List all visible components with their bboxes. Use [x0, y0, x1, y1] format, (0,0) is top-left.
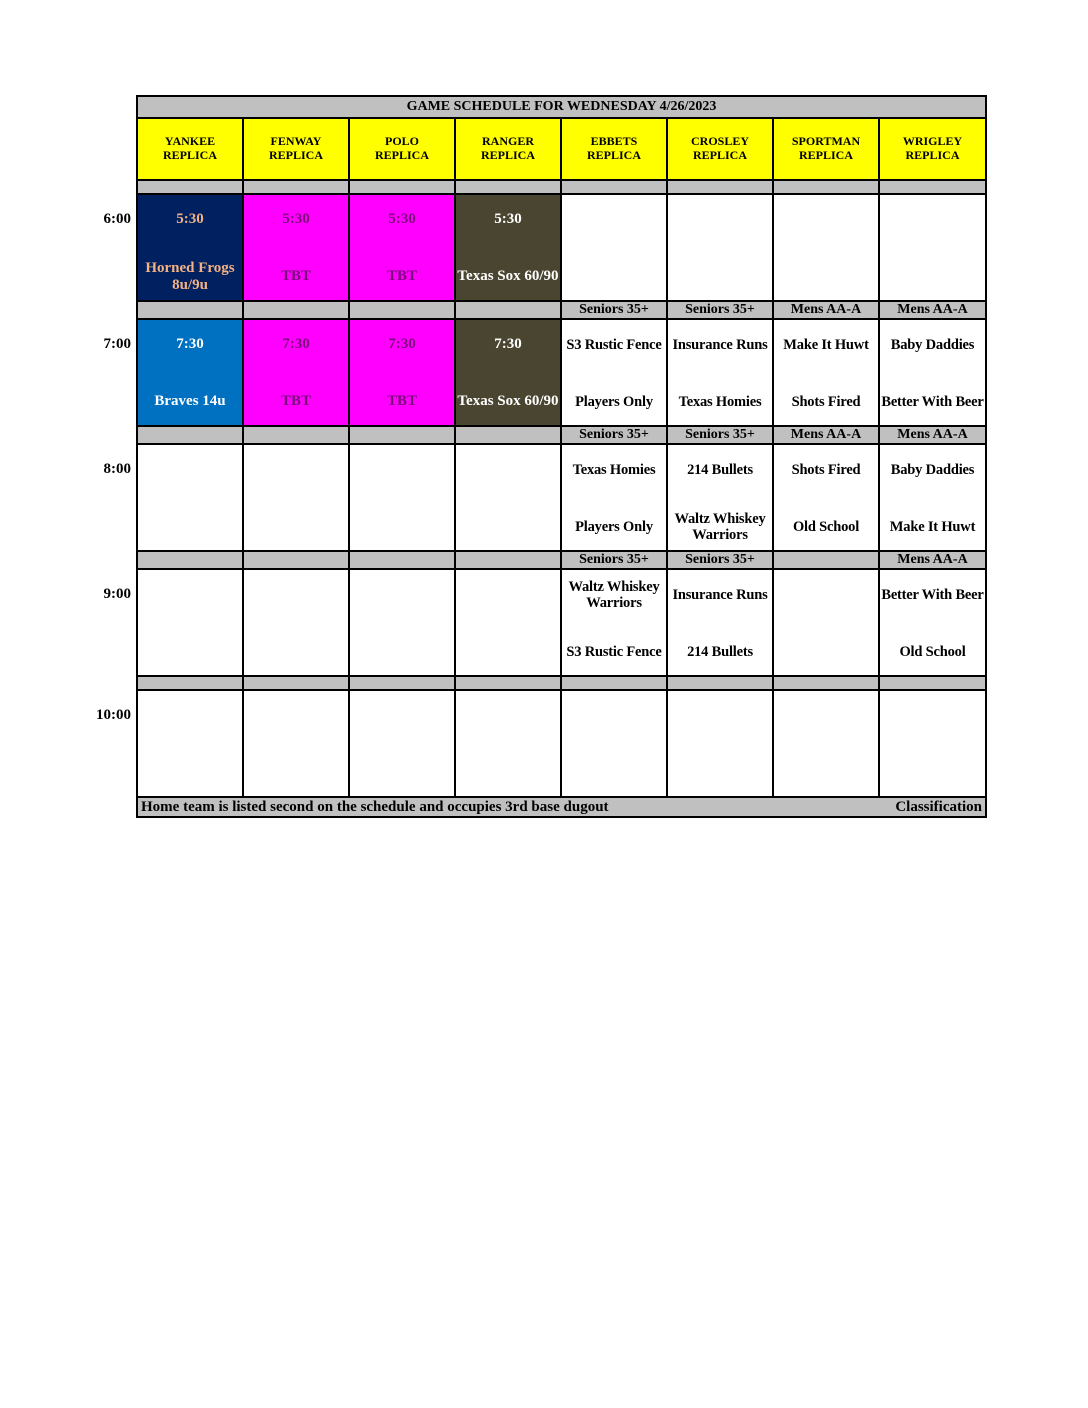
field-header — [137, 118, 243, 180]
field-header — [455, 118, 561, 180]
classification-cell: Mens AA-A — [773, 426, 879, 444]
field-name: RANGER — [481, 134, 534, 149]
game-slot — [561, 569, 667, 676]
slot-top: 7:30 — [282, 336, 310, 353]
slot-bottom: Shots Fired — [791, 393, 861, 410]
time-label: 9:00 — [103, 586, 131, 603]
game-slot — [243, 569, 349, 676]
time-label: 10:00 — [96, 707, 131, 724]
classification-cell: Mens AA-A — [879, 551, 986, 569]
game-slot — [773, 569, 879, 676]
classification-cell — [349, 180, 455, 194]
field-sub: REPLICA — [905, 148, 960, 162]
slot-top: Make It Huwt — [783, 336, 869, 353]
slot-top: 5:30 — [494, 211, 522, 228]
slot-bottom: Better With Beer — [881, 393, 984, 410]
slot-bottom — [456, 507, 560, 547]
game-slot — [349, 319, 455, 426]
game-slot — [349, 569, 455, 676]
slot-bottom — [774, 257, 878, 297]
slot-top — [668, 203, 772, 237]
game-slot — [137, 690, 243, 797]
slot-top: 7:30 — [494, 336, 522, 353]
game-slot — [773, 690, 879, 797]
game-slot — [137, 444, 243, 551]
field-header — [349, 118, 455, 180]
slot-top — [456, 578, 560, 612]
game-slot — [879, 194, 986, 301]
game-slot — [561, 690, 667, 797]
slot-bottom — [456, 753, 560, 793]
classification-cell — [137, 551, 243, 569]
field-name: YANKEE — [164, 134, 216, 149]
classification-cell — [243, 551, 349, 569]
slot-bottom — [562, 753, 666, 793]
classification-cell: Seniors 35+ — [667, 301, 773, 319]
classification-cell: Mens AA-A — [879, 426, 986, 444]
classification-cell — [137, 426, 243, 444]
game-slot — [773, 319, 879, 426]
field-sub: REPLICA — [268, 148, 323, 162]
slot-bottom: Texas Sox 60/90 — [457, 268, 559, 285]
field-sub: REPLICA — [374, 148, 429, 162]
slot-top: 5:30 — [282, 211, 310, 228]
slot-bottom — [350, 632, 454, 672]
slot-top — [350, 578, 454, 612]
classification-cell: Seniors 35+ — [667, 551, 773, 569]
time-label: 7:00 — [103, 336, 131, 353]
slot-bottom — [880, 257, 985, 297]
classification-cell — [243, 180, 349, 194]
game-slot — [349, 690, 455, 797]
slot-top: 5:30 — [388, 211, 416, 228]
field-sub: REPLICA — [480, 148, 535, 162]
field-name: FENWAY — [270, 134, 322, 149]
slot-top — [774, 699, 878, 733]
slot-top: Insurance Runs — [672, 586, 768, 603]
slot-bottom: TBT — [386, 393, 417, 410]
slot-bottom — [244, 507, 348, 547]
slot-top: Shots Fired — [791, 461, 861, 478]
slot-top: Better With Beer — [881, 586, 984, 603]
game-slot — [243, 690, 349, 797]
classification-cell — [243, 301, 349, 319]
game-slot — [455, 444, 561, 551]
slot-top: 7:30 — [176, 336, 204, 353]
slot-bottom — [350, 507, 454, 547]
slot-top — [880, 203, 985, 237]
slot-bottom — [668, 753, 772, 793]
slot-top — [350, 453, 454, 487]
game-slot — [455, 569, 561, 676]
slot-top — [774, 203, 878, 237]
classification-cell — [773, 676, 879, 690]
game-slot — [137, 319, 243, 426]
classification-cell — [137, 301, 243, 319]
time-label: 8:00 — [103, 461, 131, 478]
slot-top: Baby Daddies — [890, 461, 975, 478]
game-slot — [243, 319, 349, 426]
classification-cell — [349, 426, 455, 444]
game-slot — [879, 444, 986, 551]
slot-top — [456, 699, 560, 733]
slot-top — [562, 203, 666, 237]
field-header — [773, 118, 879, 180]
field-name: WRIGLEY — [902, 134, 963, 149]
game-slot — [137, 569, 243, 676]
slot-top — [138, 578, 242, 612]
slot-top: 5:30 — [176, 211, 204, 228]
game-slot — [667, 690, 773, 797]
game-slot — [667, 194, 773, 301]
classification-cell — [349, 551, 455, 569]
slot-bottom — [350, 753, 454, 793]
field-sub: REPLICA — [692, 148, 747, 162]
classification-cell — [561, 180, 667, 194]
game-slot — [879, 690, 986, 797]
slot-bottom: Players Only — [575, 393, 653, 410]
slot-bottom — [774, 632, 878, 672]
classification-cell — [773, 551, 879, 569]
classification-cell — [137, 180, 243, 194]
footer-bar — [137, 797, 986, 817]
field-name: SPORTMAN — [791, 134, 861, 149]
slot-top — [880, 699, 985, 733]
classification-cell — [561, 676, 667, 690]
game-slot — [137, 194, 243, 301]
slot-top — [138, 453, 242, 487]
game-slot — [349, 444, 455, 551]
slot-top: Texas Homies — [572, 461, 656, 478]
game-slot — [455, 194, 561, 301]
slot-bottom: Horned Frogs 8u/9u — [145, 259, 235, 293]
classification-cell: Seniors 35+ — [561, 426, 667, 444]
game-slot — [773, 194, 879, 301]
slot-bottom — [244, 632, 348, 672]
slot-bottom — [562, 257, 666, 297]
schedule-title: GAME SCHEDULE FOR WEDNESDAY 4/26/2023 — [137, 96, 986, 118]
classification-cell — [349, 676, 455, 690]
game-slot — [243, 194, 349, 301]
classification-cell: Mens AA-A — [879, 301, 986, 319]
slot-top — [350, 699, 454, 733]
game-slot — [773, 444, 879, 551]
field-name: EBBETS — [590, 134, 638, 149]
slot-top — [774, 578, 878, 612]
field-sub: REPLICA — [162, 148, 217, 162]
slot-bottom: TBT — [280, 268, 311, 285]
classification-cell: Mens AA-A — [773, 301, 879, 319]
classification-cell: Seniors 35+ — [561, 301, 667, 319]
slot-top: Waltz Whiskey Warriors — [568, 578, 660, 612]
slot-top — [244, 578, 348, 612]
slot-top — [668, 699, 772, 733]
game-slot — [879, 569, 986, 676]
classification-cell — [349, 301, 455, 319]
slot-bottom — [138, 632, 242, 672]
classification-cell — [455, 676, 561, 690]
field-sub: REPLICA — [798, 148, 853, 162]
classification-cell — [773, 180, 879, 194]
game-slot — [561, 444, 667, 551]
field-header — [243, 118, 349, 180]
slot-bottom: Texas Homies — [678, 393, 762, 410]
slot-top — [244, 453, 348, 487]
slot-bottom: 214 Bullets — [687, 643, 753, 660]
slot-bottom: Waltz Whiskey Warriors — [674, 510, 766, 544]
slot-bottom — [456, 632, 560, 672]
game-slot — [879, 319, 986, 426]
game-slot — [667, 444, 773, 551]
field-header — [561, 118, 667, 180]
game-slot — [561, 319, 667, 426]
slot-bottom: TBT — [280, 393, 311, 410]
slot-bottom: S3 Rustic Fence — [566, 643, 662, 660]
classification-cell — [667, 676, 773, 690]
slot-bottom: Texas Sox 60/90 — [457, 393, 559, 410]
classification-cell: Seniors 35+ — [667, 426, 773, 444]
footer-note: Home team is listed second on the schedule and occupies 3rd base dugout — [141, 798, 609, 815]
slot-bottom: TBT — [386, 268, 417, 285]
classification-cell — [455, 301, 561, 319]
time-label: 6:00 — [103, 211, 131, 227]
game-slot — [667, 569, 773, 676]
slot-bottom: Braves 14u — [154, 393, 226, 410]
classification-cell — [455, 551, 561, 569]
slot-bottom — [668, 257, 772, 297]
slot-bottom: Make It Huwt — [889, 518, 976, 535]
classification-cell — [455, 180, 561, 194]
classification-cell — [667, 180, 773, 194]
slot-bottom — [138, 507, 242, 547]
slot-bottom — [244, 753, 348, 793]
slot-top — [244, 699, 348, 733]
classification-cell — [137, 676, 243, 690]
slot-bottom — [880, 753, 985, 793]
slot-bottom — [138, 753, 242, 793]
classification-cell: Seniors 35+ — [561, 551, 667, 569]
classification-cell — [243, 426, 349, 444]
slot-top: 7:30 — [388, 336, 416, 353]
game-slot — [561, 194, 667, 301]
classification-cell — [243, 676, 349, 690]
field-name: POLO — [384, 134, 419, 149]
slot-top: 214 Bullets — [687, 461, 753, 478]
slot-top — [456, 453, 560, 487]
slot-top: Insurance Runs — [672, 336, 768, 353]
field-header — [879, 118, 986, 180]
game-slot — [243, 444, 349, 551]
schedule-table — [136, 95, 987, 818]
slot-top — [138, 699, 242, 733]
game-slot — [455, 319, 561, 426]
field-sub: REPLICA — [586, 148, 641, 162]
game-slot — [455, 690, 561, 797]
slot-top: S3 Rustic Fence — [566, 336, 662, 353]
field-name: CROSLEY — [690, 134, 749, 149]
slot-bottom: Old School — [792, 518, 860, 535]
game-slot — [349, 194, 455, 301]
field-header — [667, 118, 773, 180]
slot-bottom: Old School — [899, 643, 966, 660]
slot-top — [562, 699, 666, 733]
slot-top: Baby Daddies — [890, 336, 975, 353]
slot-bottom — [774, 753, 878, 793]
slot-bottom: Players Only — [575, 518, 653, 535]
classification-cell — [455, 426, 561, 444]
classification-cell — [879, 180, 986, 194]
game-slot — [667, 319, 773, 426]
classification-cell — [879, 676, 986, 690]
footer-legend: Classification — [895, 798, 982, 815]
